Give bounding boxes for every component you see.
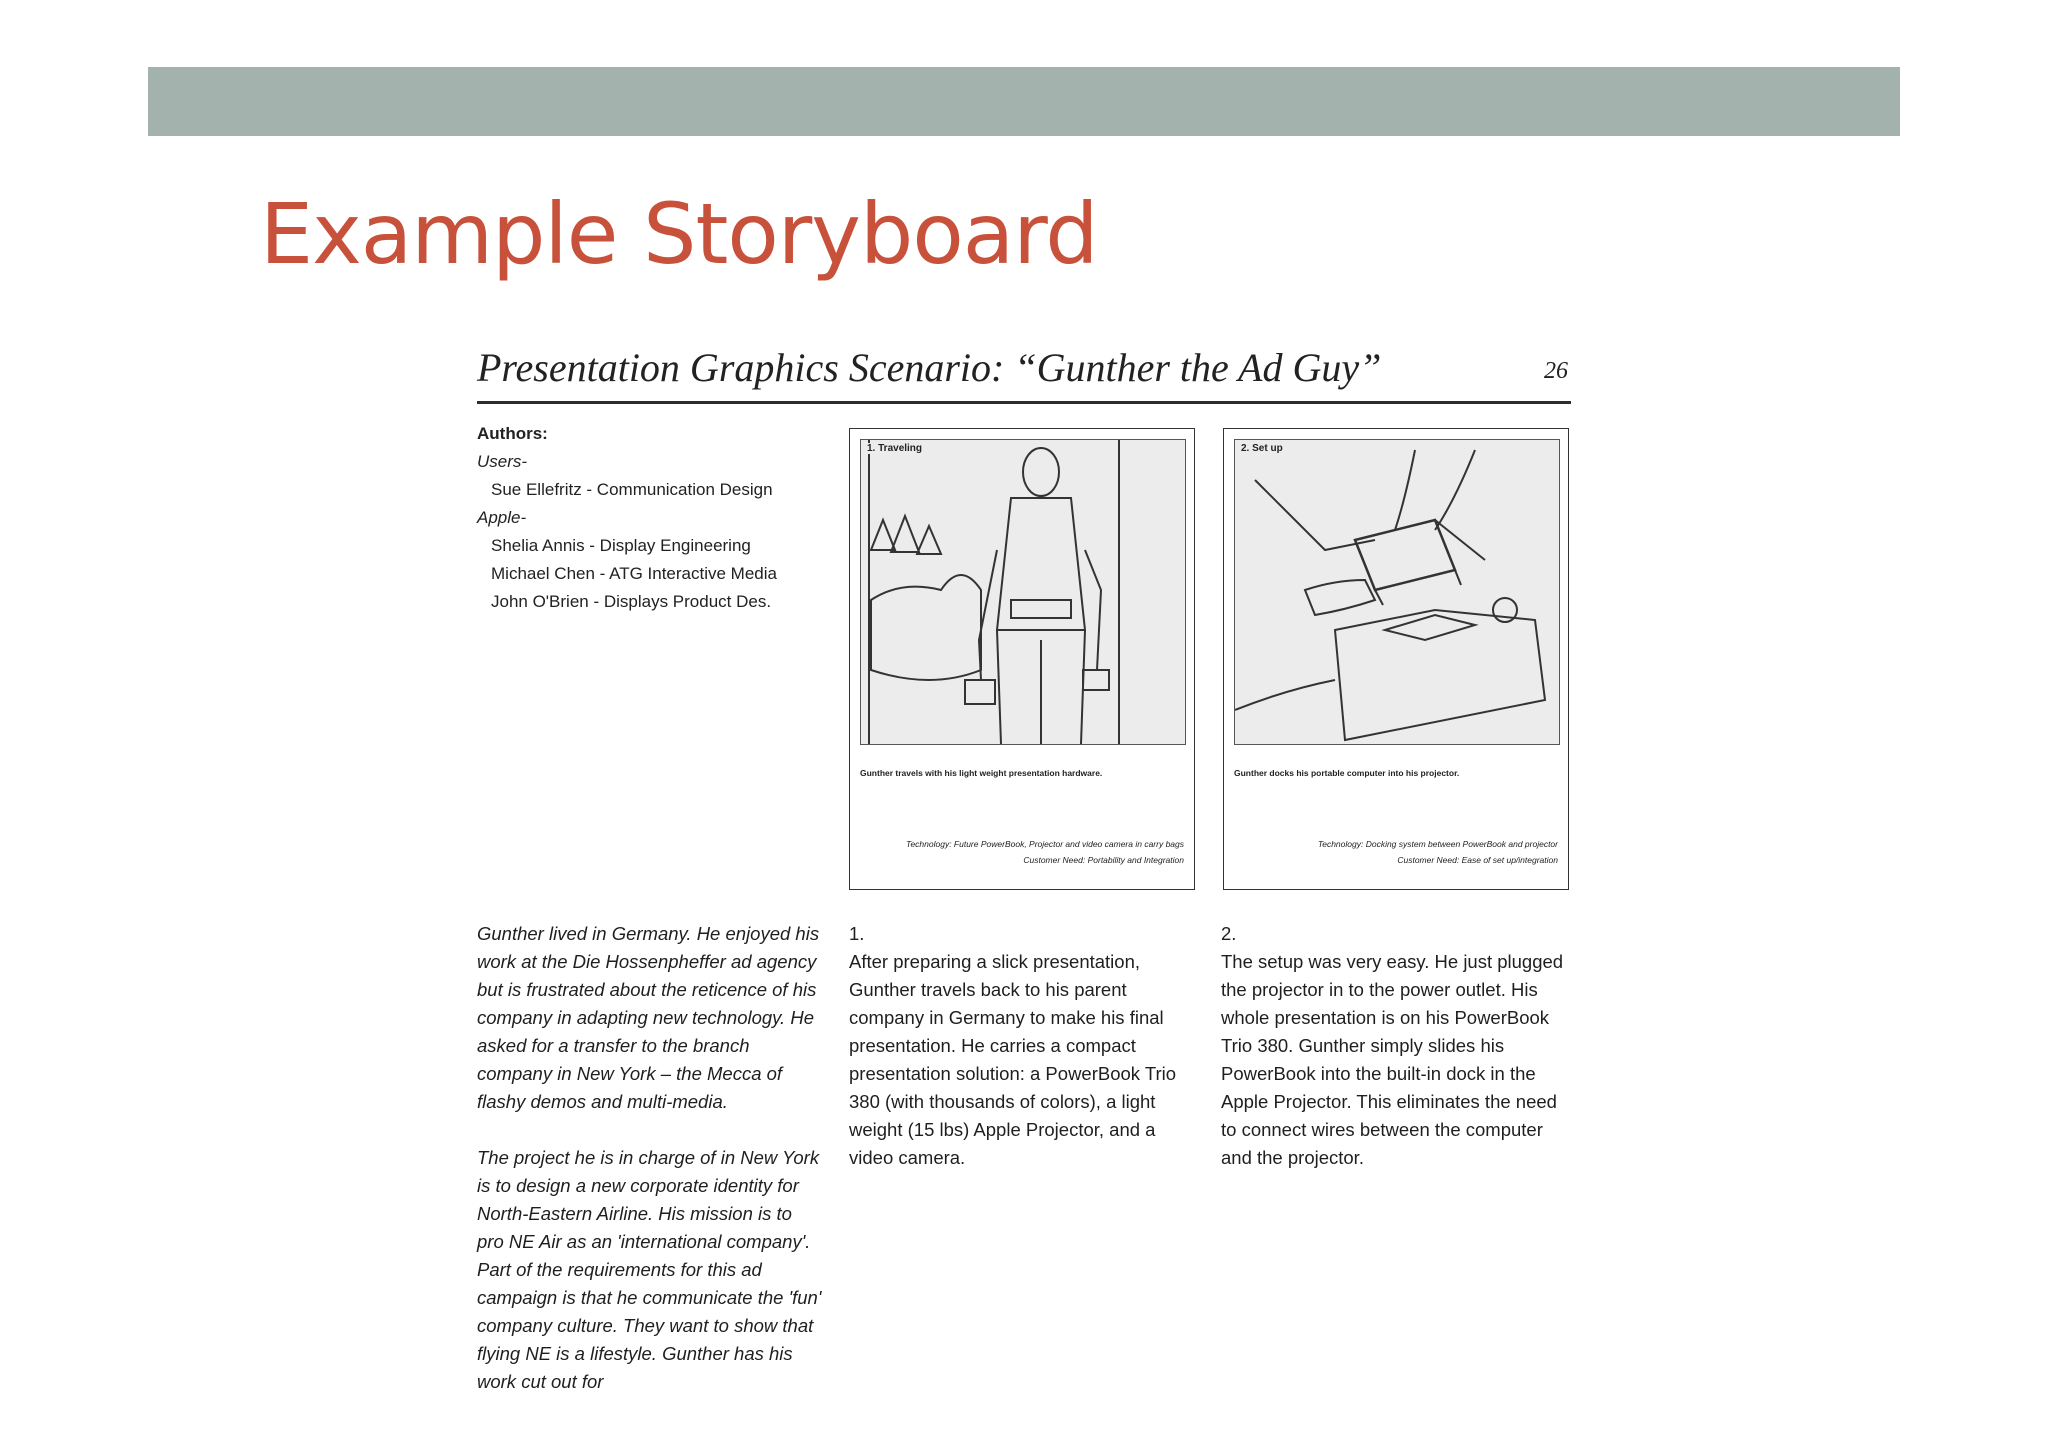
panel-label: 2. Set up (1241, 443, 1283, 454)
man-traveling-illustration (861, 440, 1185, 744)
panel-caption: Gunther travels with his light weight presentation hardware. (860, 768, 1103, 778)
author-apple: Shelia Annis - Display Engineering (491, 536, 751, 555)
intro-paragraph: The project he is in charge of in New York is to design a new corporate identity for North-Eastern Airline. His mission is to pro NE Air as an 'international company'. Part of the requirements for this ad campaign is that he communicate the 'fun' company culture. They want to show that flying NE is a lifestyle. Gunther has his work cut out for (477, 1147, 822, 1392)
setup-sketch (1234, 439, 1560, 745)
step-1-text (849, 920, 1194, 1172)
step-description: The setup was very easy. He just plugged the projector in to the power outlet. His whole presentation is on his PowerBook Trio 380. Gunther simply slides his PowerBook into the built-in dock in the Apple Projector. This eliminates the need to connect wires between the computer and the projector. (1221, 951, 1564, 1168)
authors-heading: Authors: (477, 424, 548, 443)
authors-block (477, 420, 777, 616)
storyboard-panel-setup (1223, 428, 1569, 890)
panel-customer-need: Customer Need: Ease of set up/integration (1397, 855, 1558, 865)
title-rule (477, 401, 1571, 404)
step-description: After preparing a slick presentation, Gunther travels back to his parent company in Germany to make his final presentation. He carries a compact presentation solution: a PowerBook Trio 380 (with thousands of colors), a light weight (15 lbs) Apple Projector, and a video camera. (849, 951, 1177, 1168)
panel-caption: Gunther docks his portable computer into his projector. (1234, 768, 1460, 778)
docking-illustration (1235, 440, 1559, 744)
apple-label: Apple- (477, 508, 527, 527)
slide-title: Example Storyboard (260, 185, 1098, 283)
header-bar (148, 67, 1900, 136)
author-apple: Michael Chen - ATG Interactive Media (491, 564, 777, 583)
traveling-sketch (860, 439, 1186, 745)
author-user: Sue Ellefritz - Communication Design (491, 480, 773, 499)
users-label: Users- (477, 452, 528, 471)
step-number: 2. (1221, 923, 1237, 944)
panel-technology: Technology: Docking system between PowerBook and projector (1317, 839, 1558, 849)
panel-technology: Technology: Future PowerBook, Projector and video camera in carry bags (906, 839, 1184, 849)
page-number: 26 (1544, 358, 1568, 384)
panel-label: 1. Traveling (867, 443, 923, 454)
intro-paragraph: Gunther lived in Germany. He enjoyed his work at the Die Hossenpheffer ad agency but is frustrated about the reticence of his company in adapting new technology. He asked for a transfer to the branch company in New York – the Mecca of flashy demos and multi-media. (477, 923, 820, 1112)
step-number: 1. (849, 923, 865, 944)
step-2-text (1221, 920, 1566, 1172)
panel-customer-need: Customer Need: Portability and Integration (1023, 855, 1184, 865)
document-title: Presentation Graphics Scenario: “Gunther the Ad Guy” (477, 345, 1382, 390)
intro-story (477, 920, 822, 1396)
storyboard-panel-traveling (849, 428, 1195, 890)
author-apple: John O'Brien - Displays Product Des. (491, 592, 772, 611)
